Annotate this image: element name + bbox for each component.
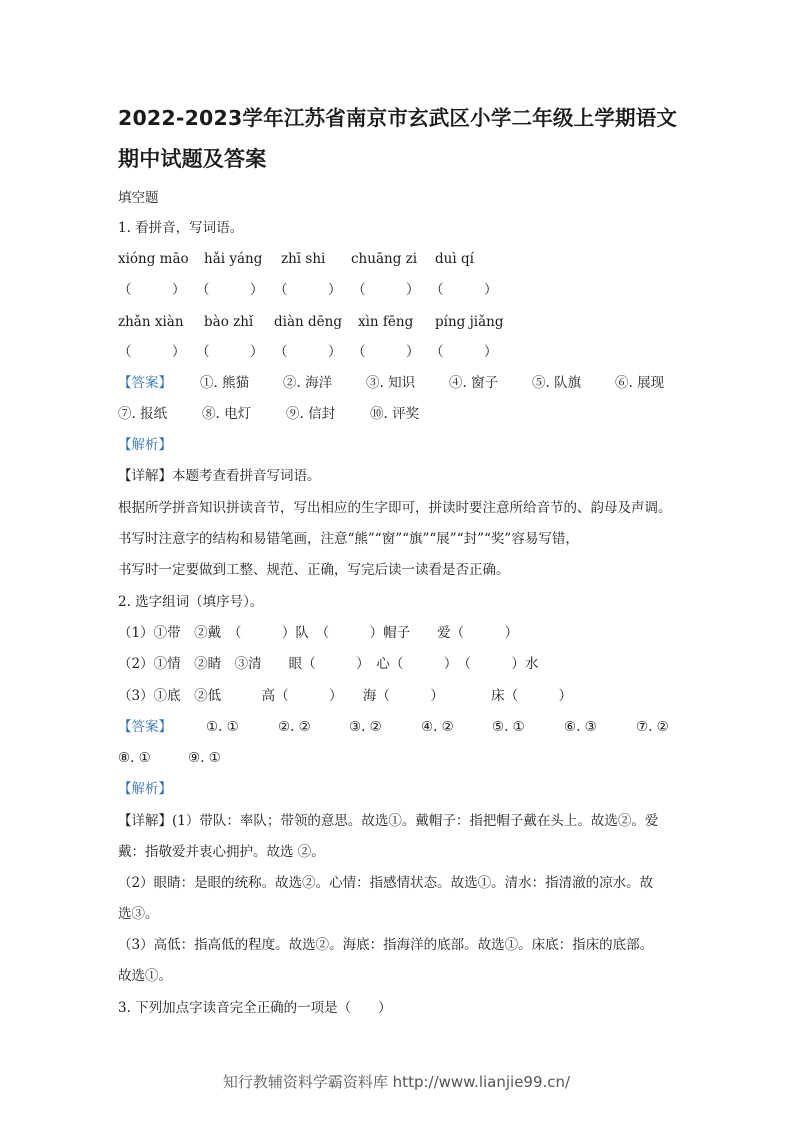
answer-blank: （ ）: [118, 344, 186, 360]
q1-blank-row-2: [118, 343, 678, 361]
q2-option-row: （3）①底 ②低 高（ ） 海（ ） 床（ ）: [118, 688, 573, 704]
q2-prompt: 2. 选字组词（填序号）。: [118, 594, 264, 610]
answer-item: ⑤. 队旗: [532, 375, 582, 391]
pinyin-item: duì qí: [435, 251, 474, 267]
q1-detail-line: 书写时一定要做到工整、规范、正确，写完后读一读看是否正确。: [118, 562, 510, 578]
answer-item: ⑥. ③: [564, 719, 597, 735]
answer-item: ④. ②: [421, 719, 454, 735]
q2-detail-line: 选③。: [118, 906, 159, 922]
q2-answer-row-2: [118, 749, 678, 767]
q2-detail-line: 戴：指敬爱并衷心拥护。故选 ②。: [118, 844, 325, 860]
q2-option-row: （1）①带 ②戴 （ ）队 （ ）帽子 爱（ ）: [118, 625, 519, 641]
answer-item: ②. 海洋: [283, 375, 333, 391]
q2-analysis-tag: 【解析】: [118, 781, 172, 797]
answer-blank: （ ）: [430, 344, 498, 360]
answer-item: ⑨. ①: [188, 750, 221, 766]
q2-detail-line: （2）眼睛：是眼的统称。故选②。心情：指感情状态。故选①。清水：指清澈的凉水。故: [118, 875, 654, 891]
document-title-line-2: 期中试题及答案: [118, 147, 267, 171]
answer-item: ⑤. ①: [492, 719, 525, 735]
answer-item: ⑨. 信封: [286, 406, 336, 422]
q2-option-row: （2）①情 ②睛 ③清 眼（ ） 心（ ） （ ）水: [118, 656, 539, 672]
pinyin-item: xióng māo: [118, 251, 189, 267]
q1-answer-row-1: [118, 374, 678, 392]
pinyin-item: chuāng zi: [351, 251, 418, 267]
answer-tag: 【答案】: [118, 375, 172, 391]
q1-detail-line: 根据所学拼音知识拼读音节，写出相应的生字即可，拼读时要注意所给音节的、韵母及声调。: [118, 500, 672, 516]
answer-item: ⑧. 电灯: [202, 406, 252, 422]
q1-analysis-tag: 【解析】: [118, 437, 172, 453]
answer-blank: （ ）: [196, 282, 264, 298]
answer-tag: 【答案】: [118, 719, 172, 735]
answer-item: ③. ②: [349, 719, 382, 735]
pinyin-item: xìn fēng: [358, 314, 414, 330]
answer-item: ⑧. ①: [118, 750, 151, 766]
answer-item: ④. 窗子: [449, 375, 499, 391]
answer-item: ⑦. 报纸: [118, 406, 168, 422]
answer-blank: （ ）: [352, 282, 420, 298]
q1-blank-row-1: [118, 281, 678, 299]
answer-blank: （ ）: [274, 344, 342, 360]
q1-pinyin-row-2: [118, 313, 678, 331]
answer-item: ①. ①: [206, 719, 239, 735]
q1-detail-line: 书写时注意字的结构和易错笔画，注意“熊”“窗”“旗”“展”“封”“奖”容易写错，: [118, 531, 579, 547]
q1-detail-line: 【详解】本题考查看拼音写词语。: [118, 468, 321, 484]
q1-answer-row-2: [118, 405, 678, 423]
answer-blank: （ ）: [352, 344, 420, 360]
answer-item: ⑦. ②: [636, 719, 669, 735]
answer-blank: （ ）: [196, 344, 264, 360]
pinyin-item: píng jiǎng: [435, 314, 504, 330]
pinyin-item: bào zhǐ: [204, 314, 254, 330]
answer-blank: （ ）: [118, 282, 186, 298]
pinyin-item: zhī shi: [281, 251, 326, 267]
footer-watermark: 知行教辅资料学霸资料库 http://www.lianjie99.cn/: [222, 1073, 571, 1091]
answer-item: ⑩. 评奖: [370, 406, 420, 422]
answer-blank: （ ）: [274, 282, 342, 298]
section-heading: 填空题: [118, 190, 159, 206]
document-title-line-1: 2022-2023学年江苏省南京市玄武区小学二年级上学期语文: [118, 106, 678, 130]
answer-blank: （ ）: [430, 282, 498, 298]
answer-item: ①. 熊猫: [200, 375, 250, 391]
q2-detail-line: 故选①。: [118, 968, 172, 984]
answer-item: ③. 知识: [366, 375, 416, 391]
q2-answer-row-1: [118, 718, 678, 736]
answer-item: ②. ②: [278, 719, 311, 735]
pinyin-item: zhǎn xiàn: [118, 314, 184, 330]
pinyin-item: hǎi yáng: [204, 251, 263, 267]
q2-detail-line: （3）高低：指高低的程度。故选②。海底：指海洋的底部。故选①。床底：指床的底部。: [118, 937, 654, 953]
q2-detail-line: 【详解】(1）带队：率队；带领的意思。故选①。戴帽子：指把帽子戴在头上。故选②。爱: [118, 813, 659, 829]
q1-pinyin-row-1: [118, 250, 678, 268]
q1-prompt: 1. 看拼音，写词语。: [118, 220, 244, 236]
q3-prompt: 3. 下列加点字读音完全正确的一项是（ ）: [118, 1000, 392, 1016]
pinyin-item: diàn dēng: [274, 314, 342, 330]
answer-item: ⑥. 展现: [615, 375, 665, 391]
